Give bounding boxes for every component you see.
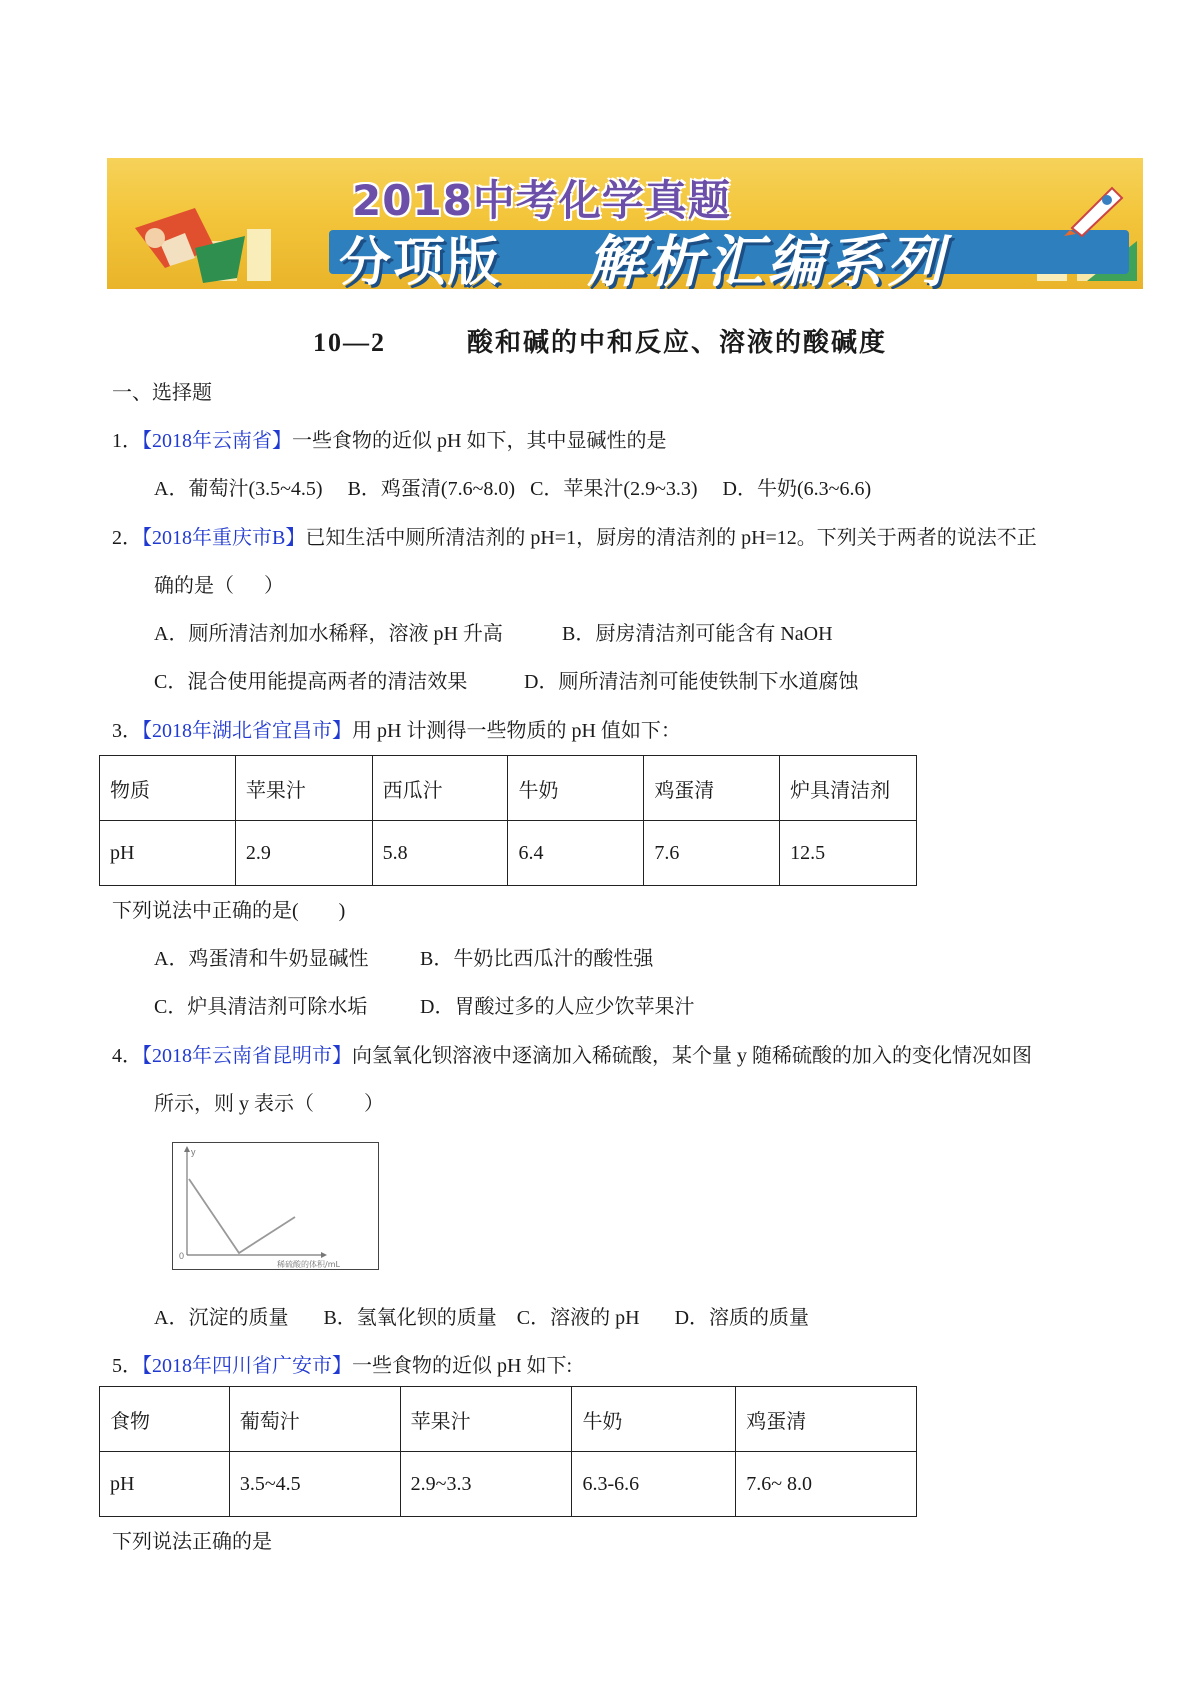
- table-cell: 炉具清洁剂: [780, 756, 917, 821]
- question-source: 【2018年湖北省宜昌市】: [142, 720, 352, 742]
- question-source: 【2018年重庆市B】: [142, 527, 306, 549]
- table-cell: 6.4: [508, 821, 644, 886]
- table-cell: pH: [100, 821, 236, 886]
- table-cell: 3.5~4.5: [229, 1452, 400, 1517]
- x-axis-label: 稀硫酸的体积/mL: [277, 1260, 340, 1268]
- banner-title-line2b: 解析汇编系列: [587, 230, 947, 289]
- question-3-option-b: B．牛奶比西瓜汁的酸性强: [420, 948, 654, 970]
- question-3-option-c: C．炉具清洁剂可除水垢: [154, 996, 368, 1018]
- question-5: [112, 1352, 572, 1380]
- question-number: 1．: [112, 430, 142, 452]
- question-stem: 向氢氧化钡溶液中逐滴加入稀硫酸，某个量 y 随稀硫酸的加入的变化情况如图: [352, 1045, 1032, 1067]
- question-4: [112, 1042, 1032, 1070]
- table-header-row: [100, 756, 917, 821]
- question-3-option-d: D．胃酸过多的人应少饮苹果汁: [420, 996, 695, 1018]
- question-2-option-d: D．厕所清洁剂可能使铁制下水道腐蚀: [524, 671, 859, 693]
- question-5-prompt: 下列说法正确的是: [112, 1531, 272, 1553]
- table-cell: 7.6: [644, 821, 780, 886]
- graph-svg: [173, 1143, 377, 1268]
- y-axis-arrow: [184, 1146, 190, 1152]
- question-number: 3．: [112, 720, 142, 742]
- table-cell: 苹果汁: [400, 1387, 572, 1452]
- y-axis-label: y: [191, 1147, 196, 1157]
- table-cell: 7.6~ 8.0: [736, 1452, 917, 1517]
- table-cell: 2.9: [235, 821, 372, 886]
- table-cell: 牛奶: [572, 1387, 736, 1452]
- table-cell: 5.8: [372, 821, 508, 886]
- question-number: 2．: [112, 527, 142, 549]
- chapter-title: 酸和碱的中和反应、溶液的酸碱度: [467, 328, 888, 358]
- table-cell: 2.9~3.3: [400, 1452, 572, 1517]
- question-1-options: A．葡萄汁(3.5~4.5) B．鸡蛋清(7.6~8.0) C．苹果汁(2.9~3.3) D．牛奶(6.3~6.6): [154, 478, 872, 500]
- question-number: 5．: [112, 1355, 142, 1377]
- question-2-stem-cont: 确的是（ ）: [154, 575, 284, 597]
- question-4-options: A．沉淀的质量 B．氢氧化钡的质量 C．溶液的 pH D．溶质的质量: [154, 1307, 810, 1329]
- table-cell: 物质: [100, 756, 236, 821]
- question-3: [112, 717, 681, 745]
- banner-title-line2a: 分项版: [339, 233, 502, 289]
- question-stem: 用 pH 计测得一些物质的 pH 值如下：: [352, 720, 681, 742]
- question-source: 【2018年四川省广安市】: [142, 1355, 352, 1377]
- table-cell: 鸡蛋清: [644, 756, 780, 821]
- question-2-option-a: A．厕所清洁剂加水稀释，溶液 pH 升高: [154, 623, 503, 645]
- table-cell: 苹果汁: [235, 756, 372, 821]
- table-cell: 牛奶: [508, 756, 644, 821]
- student-figure-icon: [125, 188, 265, 288]
- y-vs-acid-volume-graph: [172, 1142, 379, 1270]
- table-cell: 食物: [100, 1387, 230, 1452]
- question-source: 【2018年云南省昆明市】: [142, 1045, 352, 1067]
- question-2-option-b: B．厨房清洁剂可能含有 NaOH: [562, 623, 833, 645]
- question-4-stem-cont: 所示，则 y 表示（ ）: [154, 1093, 384, 1115]
- ph-table-q5: [99, 1386, 917, 1517]
- table-cell: 葡萄汁: [229, 1387, 400, 1452]
- chapter-number: 10—2: [312, 328, 386, 357]
- question-stem: 一些食物的近似 pH 如下，其中显碱性的是: [292, 430, 667, 452]
- rocket-icon: [1062, 178, 1132, 238]
- x-axis-arrow: [321, 1252, 327, 1258]
- table-header-row: [100, 1387, 917, 1452]
- question-source: 【2018年云南省】: [142, 430, 292, 452]
- question-3-prompt: 下列说法中正确的是( ): [112, 900, 346, 922]
- page-title: [0, 322, 1200, 359]
- table-cell: pH: [100, 1452, 230, 1517]
- question-2: [112, 524, 1037, 552]
- question-stem: 一些食物的近似 pH 如下:: [352, 1355, 572, 1377]
- question-number: 4．: [112, 1045, 142, 1067]
- data-curve: [189, 1179, 295, 1253]
- header-banner: [107, 158, 1143, 289]
- table-row: [100, 821, 917, 886]
- section-heading: 一、选择题: [112, 382, 212, 404]
- question-2-option-c: C．混合使用能提高两者的清洁效果: [154, 671, 468, 693]
- origin-label: 0: [179, 1251, 185, 1261]
- question-stem: 已知生活中厕所清洁剂的 pH=1，厨房的清洁剂的 pH=12。下列关于两者的说法不正: [305, 527, 1037, 549]
- table-cell: 6.3-6.6: [572, 1452, 736, 1517]
- table-cell: 鸡蛋清: [736, 1387, 917, 1452]
- question-3-option-a: A．鸡蛋清和牛奶显碱性: [154, 948, 369, 970]
- banner-title-line1: 2018中考化学真题: [352, 176, 731, 225]
- table-cell: 西瓜汁: [372, 756, 508, 821]
- table-row: [100, 1452, 917, 1517]
- ph-table-q3: [99, 755, 917, 886]
- question-1: [112, 427, 666, 455]
- table-cell: 12.5: [780, 821, 917, 886]
